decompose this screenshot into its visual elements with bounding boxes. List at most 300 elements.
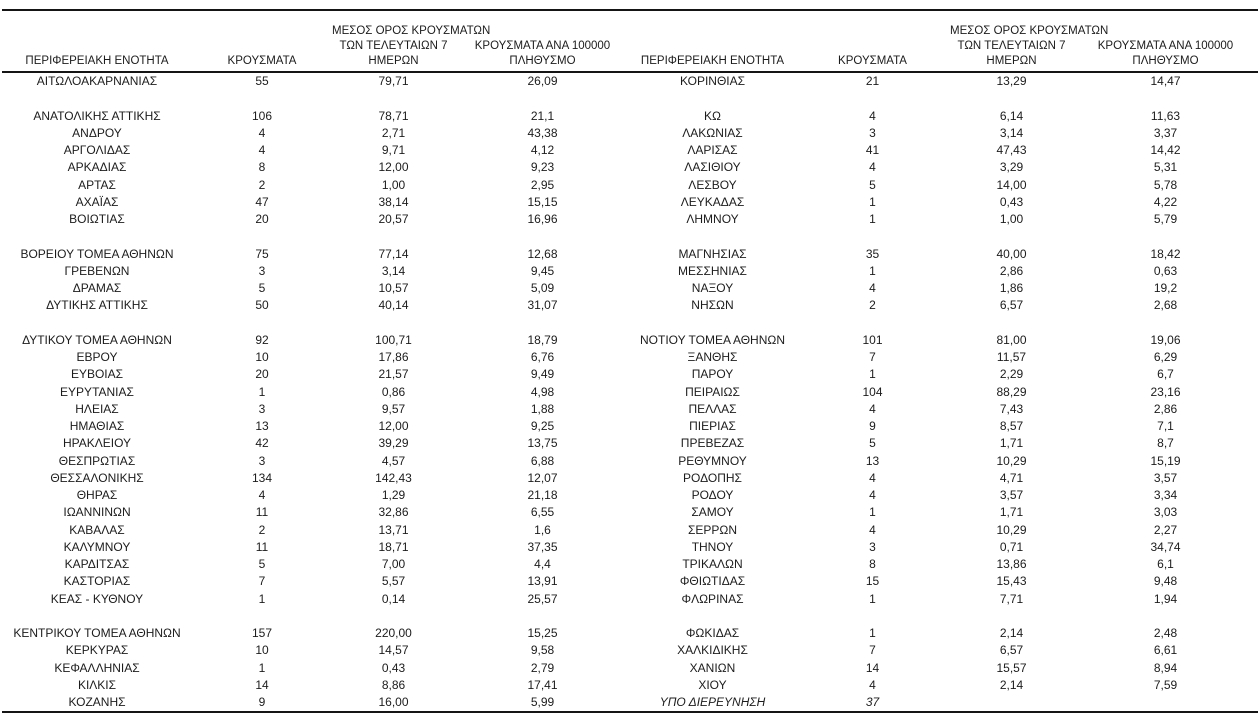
region-name-cell: ΚΕΝΤΡΙΚΟΥ ΤΟΜΕΑ ΑΘΗΝΩΝ [13, 626, 181, 640]
value-cell: 34,74 [1150, 539, 1181, 554]
value-cell: 18,71 [378, 539, 409, 554]
value-cell: 1,94 [1153, 591, 1178, 606]
spacer-row [2, 90, 630, 107]
table-row [2, 591, 630, 608]
value-cell: 41 [865, 143, 880, 157]
value-cell: 4 [258, 125, 266, 140]
value-cell: 5,78 [1153, 177, 1178, 192]
value-cell: 11 [255, 505, 269, 520]
value-cell: 1,00 [381, 177, 406, 192]
region-name-cell: ΧΑΝΙΩΝ [689, 660, 736, 675]
value-cell: 1,71 [999, 505, 1024, 520]
table-row [630, 246, 1258, 263]
value-cell: 31,07 [527, 298, 558, 313]
spacer-cell [2, 608, 630, 625]
value-cell: 6,57 [999, 298, 1024, 313]
value-cell: 2,29 [999, 367, 1024, 382]
region-name-cell: ΙΩΑΝΝΙΝΩΝ [63, 505, 131, 520]
value-cell: 3 [258, 263, 266, 278]
value-cell: 13,86 [996, 557, 1027, 571]
value-cell: 16,96 [527, 212, 558, 226]
value-cell: 20,57 [378, 212, 409, 226]
value-cell: 2,86 [999, 263, 1024, 278]
region-name-cell: ΞΑΝΘΗΣ [687, 350, 738, 364]
region-name-cell: ΕΥΒΟΙΑΣ [70, 367, 124, 382]
value-cell: 1 [869, 212, 876, 226]
region-name-cell: ΚΩ [704, 108, 721, 123]
region-name-cell: ΚΕΑΣ - ΚΥΘΝΟΥ [50, 591, 144, 606]
value-cell: 8,86 [381, 677, 406, 692]
region-name-cell: ΗΡΑΚΛΕΙΟΥ [62, 436, 132, 451]
value-cell: 4 [869, 522, 876, 537]
value-cell: 7,43 [999, 401, 1024, 416]
value-cell: 2,71 [381, 125, 406, 140]
table-row [2, 366, 630, 383]
value-cell: 10 [255, 643, 269, 658]
value-cell: 13,91 [527, 574, 558, 589]
value-cell: 25,57 [527, 591, 558, 606]
table-row [630, 539, 1258, 556]
value-cell: 3,14 [999, 125, 1024, 140]
region-name-cell: ΛΑΣΙΘΙΟΥ [684, 160, 741, 175]
header-row [630, 11, 1258, 72]
value-cell: 88,29 [996, 384, 1027, 399]
value-cell: 5,31 [1153, 160, 1178, 175]
spacer-cell [630, 315, 1258, 332]
region-name-cell: ΚΙΛΚΙΣ [77, 677, 117, 692]
region-name-cell: ΒΟΡΕΙΟΥ ΤΟΜΕΑ ΑΘΗΝΩΝ [20, 246, 174, 261]
value-cell: 37,35 [527, 539, 558, 554]
spacer-cell [2, 228, 630, 245]
value-cell: 3 [869, 539, 876, 554]
region-name-cell: ΚΑΣΤΟΡΙΑΣ [63, 574, 131, 589]
value-cell: 10,29 [996, 453, 1027, 468]
table-row [2, 401, 630, 418]
table-row [2, 211, 630, 228]
region-name-cell: ΤΗΝΟΥ [691, 539, 734, 554]
regional-units-table-left [2, 11, 630, 711]
table-row [2, 573, 630, 590]
table-row [630, 573, 1258, 590]
value-cell: 1,6 [534, 522, 551, 537]
value-cell: 5 [869, 436, 876, 451]
value-cell: 8,94 [1153, 660, 1178, 675]
spacer-row [2, 228, 630, 245]
spacer-row [630, 608, 1258, 625]
value-cell: 0,14 [381, 591, 406, 606]
value-cell: 15,43 [996, 574, 1027, 589]
value-cell: 9 [258, 695, 266, 709]
table-row [630, 332, 1258, 349]
value-cell: 0,43 [381, 660, 406, 675]
value-cell: 17,86 [378, 350, 409, 364]
region-name-cell: ΛΑΡΙΣΑΣ [687, 143, 738, 157]
table-row [630, 108, 1258, 125]
value-cell: 4 [869, 677, 876, 692]
region-name-cell: ΑΝΑΤΟΛΙΚΗΣ ΑΤΤΙΚΗΣ [33, 108, 161, 123]
region-name-cell: ΚΑΛΥΜΝΟΥ [63, 539, 131, 554]
region-name-cell: ΜΕΣΣΗΝΙΑΣ [678, 263, 747, 278]
value-cell: 13,71 [378, 522, 409, 537]
table-row [630, 470, 1258, 487]
region-name-cell: ΑΙΤΩΛΟΑΚΑΡΝΑΝΙΑΣ [36, 74, 158, 88]
value-cell: 1 [869, 626, 876, 640]
table-row [2, 142, 630, 159]
value-cell: 40,00 [996, 246, 1027, 261]
value-cell: 2,79 [530, 660, 555, 675]
value-cell: 13 [255, 419, 269, 433]
value-cell: 6,14 [999, 108, 1024, 123]
table-row [2, 384, 630, 401]
value-cell: 106 [251, 108, 273, 123]
spacer-row [630, 90, 1258, 107]
table-row [630, 435, 1258, 452]
value-cell: 12,00 [378, 419, 409, 433]
table-row [2, 125, 630, 142]
table-row [630, 556, 1258, 573]
table-row [2, 470, 630, 487]
region-name-cell: ΒΟΙΩΤΙΑΣ [69, 212, 125, 226]
value-cell: 9,48 [1153, 574, 1178, 589]
region-name-cell: ΤΡΙΚΑΛΩΝ [682, 557, 743, 571]
table-row [630, 349, 1258, 366]
region-name-cell: ΔΥΤΙΚΟΥ ΤΟΜΕΑ ΑΘΗΝΩΝ [22, 332, 172, 347]
region-name-cell: ΦΘΙΩΤΙΔΑΣ [679, 574, 746, 589]
column-header-7day-average: ΜΕΣΟΣ ΟΡΟΣ ΚΡΟΥΣΜΑΤΩΝ ΤΩΝ ΤΕΛΕΥΤΑΙΩΝ 7 ΗΜΕΡΩΝ [332, 11, 455, 72]
value-cell: 20 [255, 212, 269, 226]
value-cell: 4 [869, 160, 876, 175]
region-name-cell: ΝΗΣΩΝ [691, 298, 734, 313]
value-cell: 6,57 [999, 643, 1024, 658]
value-cell: 6,1 [1157, 557, 1174, 571]
table-row [2, 642, 630, 659]
value-cell: 0,71 [999, 539, 1024, 554]
column-header-7day-average: ΜΕΣΟΣ ΟΡΟΣ ΚΡΟΥΣΜΑΤΩΝ ΤΩΝ ΤΕΛΕΥΤΑΙΩΝ 7 ΗΜΕΡΩΝ [950, 11, 1073, 72]
value-cell: 14 [865, 660, 880, 675]
region-name-cell: ΛΕΥΚΑΔΑΣ [680, 194, 745, 209]
region-name-cell: ΘΗΡΑΣ [76, 488, 118, 502]
value-cell: 78,71 [378, 108, 409, 123]
value-cell: 6,76 [530, 350, 555, 364]
value-cell: 75 [255, 246, 269, 261]
value-cell: 4 [869, 401, 876, 416]
region-name-cell: ΧΙΟΥ [698, 677, 727, 692]
value-cell: 26,09 [527, 74, 558, 88]
value-cell: 15,15 [527, 194, 558, 209]
value-cell: 1 [869, 505, 876, 520]
table-row [630, 401, 1258, 418]
value-cell: 3,29 [999, 160, 1024, 175]
region-name-cell: ΚΕΦΑΛΛΗΝΙΑΣ [54, 660, 140, 675]
value-cell: 55 [255, 74, 269, 88]
value-cell: 5,57 [381, 574, 406, 589]
table-row [630, 366, 1258, 383]
spacer-cell [2, 90, 630, 107]
value-cell: 6,55 [530, 505, 555, 520]
value-cell: 2,27 [1153, 522, 1178, 537]
table-row [630, 177, 1258, 194]
value-cell: 6,7 [1157, 367, 1174, 382]
value-cell: 2,95 [530, 177, 555, 192]
value-cell [1073, 694, 1258, 711]
table-row [2, 246, 630, 263]
table-row [630, 142, 1258, 159]
region-name-cell: ΠΙΕΡΙΑΣ [689, 419, 736, 433]
value-cell: 9,71 [381, 143, 406, 157]
value-cell: 39,29 [378, 436, 409, 451]
region-name-cell: ΑΡΤΑΣ [78, 177, 116, 192]
region-name-cell: ΦΛΩΡΙΝΑΣ [681, 591, 744, 606]
value-cell: 4 [869, 281, 876, 295]
table-row [630, 642, 1258, 659]
value-cell: 13,75 [527, 436, 558, 451]
value-cell: 7,1 [1157, 419, 1174, 433]
value-cell: 7,00 [381, 557, 406, 571]
region-name-cell: ΣΑΜΟΥ [691, 505, 734, 520]
table-row [630, 660, 1258, 677]
region-name-cell: ΛΗΜΝΟΥ [686, 212, 739, 226]
value-cell: 14,42 [1150, 143, 1181, 157]
value-cell: 21 [865, 74, 880, 88]
value-cell: 4 [258, 488, 266, 502]
table-row [2, 453, 630, 470]
table-row [2, 177, 630, 194]
region-name-cell: ΗΛΕΙΑΣ [75, 401, 119, 416]
value-cell: 10 [255, 350, 269, 364]
value-cell: 21,18 [527, 488, 558, 502]
value-cell: 8 [258, 160, 266, 175]
value-cell: 17,41 [527, 677, 558, 692]
region-name-cell: ΚΟΖΑΝΗΣ [68, 695, 126, 709]
value-cell: 3 [869, 125, 876, 140]
value-cell: 13 [865, 453, 880, 468]
value-cell: 3,37 [1153, 125, 1178, 140]
value-cell: 18,42 [1150, 246, 1181, 261]
value-cell: 3,57 [1153, 470, 1178, 485]
value-cell: 1,88 [530, 401, 555, 416]
value-cell: 12,07 [527, 470, 558, 485]
value-cell: 9,45 [530, 263, 555, 278]
value-cell: 4,22 [1153, 194, 1178, 209]
spacer-row [630, 315, 1258, 332]
value-cell: 2,68 [1153, 298, 1178, 313]
table-row [630, 72, 1258, 90]
value-cell: 11 [255, 539, 269, 554]
region-name-cell: ΝΟΤΙΟΥ ΤΟΜΕΑ ΑΘΗΝΩΝ [639, 332, 786, 347]
value-cell: 1 [258, 591, 266, 606]
value-cell: 9 [869, 419, 876, 433]
value-cell: 142,43 [375, 470, 412, 485]
value-cell: 220,00 [375, 626, 412, 640]
region-name-cell: ΔΥΤΙΚΗΣ ΑΤΤΙΚΗΣ [46, 298, 148, 313]
region-name-cell: ΡΟΔΟΥ [691, 488, 734, 502]
table-row [2, 522, 630, 539]
value-cell: 14,00 [996, 177, 1027, 192]
value-cell: 4 [258, 143, 266, 157]
spacer-row [2, 315, 630, 332]
spacer-cell [630, 228, 1258, 245]
value-cell: 7 [869, 350, 876, 364]
region-name-cell: ΣΕΡΡΩΝ [687, 522, 738, 537]
value-cell: 50 [255, 298, 269, 313]
value-cell: 1,71 [999, 436, 1024, 451]
spacer-cell [630, 90, 1258, 107]
value-cell: 4,4 [534, 557, 551, 571]
value-cell: 21,57 [378, 367, 409, 382]
table-row [2, 504, 630, 521]
table-row [630, 694, 1258, 711]
value-cell: 4,12 [530, 143, 555, 157]
value-cell: 16,00 [378, 695, 409, 709]
value-cell: 11,63 [1150, 108, 1181, 123]
value-cell: 47 [255, 194, 269, 209]
value-cell: 3,34 [1153, 488, 1178, 502]
value-cell: 9,23 [530, 160, 555, 175]
region-name-cell: ΓΡΕΒΕΝΩΝ [64, 263, 130, 278]
region-name-cell: ΜΑΓΝΗΣΙΑΣ [678, 246, 747, 261]
region-name-cell: ΦΩΚΙΔΑΣ [685, 626, 740, 640]
region-name-cell: ΠΕΙΡΑΙΩΣ [685, 384, 740, 399]
table-row [630, 384, 1258, 401]
value-cell: 0,43 [999, 194, 1024, 209]
table-row [630, 280, 1258, 297]
value-cell: 9,25 [530, 419, 555, 433]
value-cell: 100,71 [375, 332, 412, 347]
value-cell: 40,14 [378, 298, 409, 313]
value-cell: 4 [869, 470, 876, 485]
region-name-cell: ΡΕΘΥΜΝΟΥ [678, 453, 747, 468]
table-row [630, 504, 1258, 521]
spacer-row [2, 608, 630, 625]
region-name-cell: ΗΜΑΘΙΑΣ [69, 419, 125, 433]
region-name-cell: ΑΡΚΑΔΙΑΣ [67, 160, 127, 175]
value-cell: 3,14 [381, 263, 406, 278]
table-row [630, 125, 1258, 142]
regional-units-table-right [630, 11, 1258, 711]
table-row [630, 591, 1258, 608]
table-row [630, 211, 1258, 228]
table-row [2, 263, 630, 280]
table-row [630, 677, 1258, 694]
value-cell: 1 [869, 591, 876, 606]
region-name-cell: ΠΡΕΒΕΖΑΣ [680, 436, 745, 451]
value-cell: 14,47 [1150, 74, 1181, 88]
region-name-cell: ΔΡΑΜΑΣ [72, 281, 122, 295]
table-row [630, 522, 1258, 539]
value-cell: 13,29 [996, 74, 1027, 88]
value-cell: 19,06 [1150, 332, 1181, 347]
table-row [2, 194, 630, 211]
header-row [2, 11, 630, 72]
table-row [2, 349, 630, 366]
value-cell: 7 [869, 643, 876, 658]
value-cell: 5 [869, 177, 876, 192]
value-cell: 4,71 [999, 470, 1024, 485]
table-row [2, 487, 630, 504]
value-cell: 0,86 [381, 384, 406, 399]
value-cell: 8,7 [1157, 436, 1174, 451]
value-cell: 9,57 [381, 401, 406, 416]
spacer-row [630, 228, 1258, 245]
value-cell: 2 [869, 298, 876, 313]
value-cell: 134 [251, 470, 273, 485]
table-row [2, 539, 630, 556]
region-name-cell: ΕΥΡΥΤΑΝΙΑΣ [60, 384, 134, 399]
table-row [2, 677, 630, 694]
region-name-cell: ΚΕΡΚΥΡΑΣ [65, 643, 129, 658]
table-row [2, 418, 630, 435]
column-header-per-100000: ΚΡΟΥΣΜΑΤΑ ΑΝΑ 100000 ΠΛΗΘΥΣΜΟ [455, 11, 630, 72]
table-row [630, 263, 1258, 280]
value-cell: 14,57 [378, 643, 409, 658]
table-row [2, 332, 630, 349]
table-row [2, 435, 630, 452]
value-cell: 3 [258, 401, 266, 416]
column-header-regional-unit: ΠΕΡΙΦΕΡΕΙΑΚΗ ΕΝΟΤΗΤΑ [2, 11, 192, 72]
value-cell: 6,61 [1153, 643, 1178, 658]
value-cell: 15,57 [996, 660, 1027, 675]
table-row [2, 694, 630, 711]
value-cell: 79,71 [378, 74, 409, 88]
value-cell: 4,98 [530, 384, 555, 399]
region-name-cell: ΚΑΡΔΙΤΣΑΣ [64, 557, 130, 571]
value-cell: 4 [869, 488, 876, 502]
table-row [630, 418, 1258, 435]
value-cell: 15 [865, 574, 880, 589]
region-name-cell: ΚΑΒΑΛΑΣ [69, 522, 125, 537]
value-cell: 6,29 [1153, 350, 1178, 364]
region-name-cell: ΘΕΣΣΑΛΟΝΙΚΗΣ [50, 470, 144, 485]
table-row [630, 487, 1258, 504]
value-cell: 5 [258, 557, 266, 571]
value-cell: 9,58 [530, 643, 555, 658]
table-row [2, 556, 630, 573]
region-name-cell: ΝΑΞΟΥ [691, 281, 734, 295]
value-cell: 7,59 [1153, 677, 1178, 692]
region-name-cell: ΑΡΓΟΛΙΔΑΣ [63, 143, 131, 157]
value-cell: 4,57 [381, 453, 406, 468]
value-cell: 3,57 [999, 488, 1024, 502]
value-cell: 157 [251, 626, 273, 640]
value-cell: 3 [258, 453, 266, 468]
value-cell: 2,14 [999, 626, 1024, 640]
table-row [630, 297, 1258, 314]
value-cell: 1,86 [999, 281, 1024, 295]
value-cell: 5 [258, 281, 266, 295]
value-cell: 20 [255, 367, 269, 382]
column-header-per-100000: ΚΡΟΥΣΜΑΤΑ ΑΝΑ 100000 ΠΛΗΘΥΣΜΟ [1073, 11, 1258, 72]
value-cell: 37 [865, 695, 880, 709]
region-name-cell: ΛΕΣΒΟΥ [688, 177, 737, 192]
value-cell: 42 [255, 436, 269, 451]
value-cell: 3,03 [1153, 505, 1178, 520]
value-cell: 1,29 [381, 488, 406, 502]
value-cell: 1,00 [999, 212, 1024, 226]
region-name-cell: ΘΕΣΠΡΩΤΙΑΣ [58, 453, 136, 468]
region-name-cell: ΑΝΔΡΟΥ [72, 125, 122, 140]
value-cell: 7 [258, 574, 266, 589]
value-cell: 12,00 [378, 160, 409, 175]
value-cell: 10,29 [996, 522, 1027, 537]
table-row [630, 194, 1258, 211]
value-cell: 77,14 [378, 246, 409, 261]
column-header-cases: ΚΡΟΥΣΜΑΤΑ [795, 11, 950, 72]
table-row [2, 72, 630, 90]
value-cell: 5,09 [530, 281, 555, 295]
value-cell: 1 [258, 660, 266, 675]
value-cell: 2,86 [1153, 401, 1178, 416]
region-name-cell: ΑΧΑΪΑΣ [75, 194, 119, 209]
